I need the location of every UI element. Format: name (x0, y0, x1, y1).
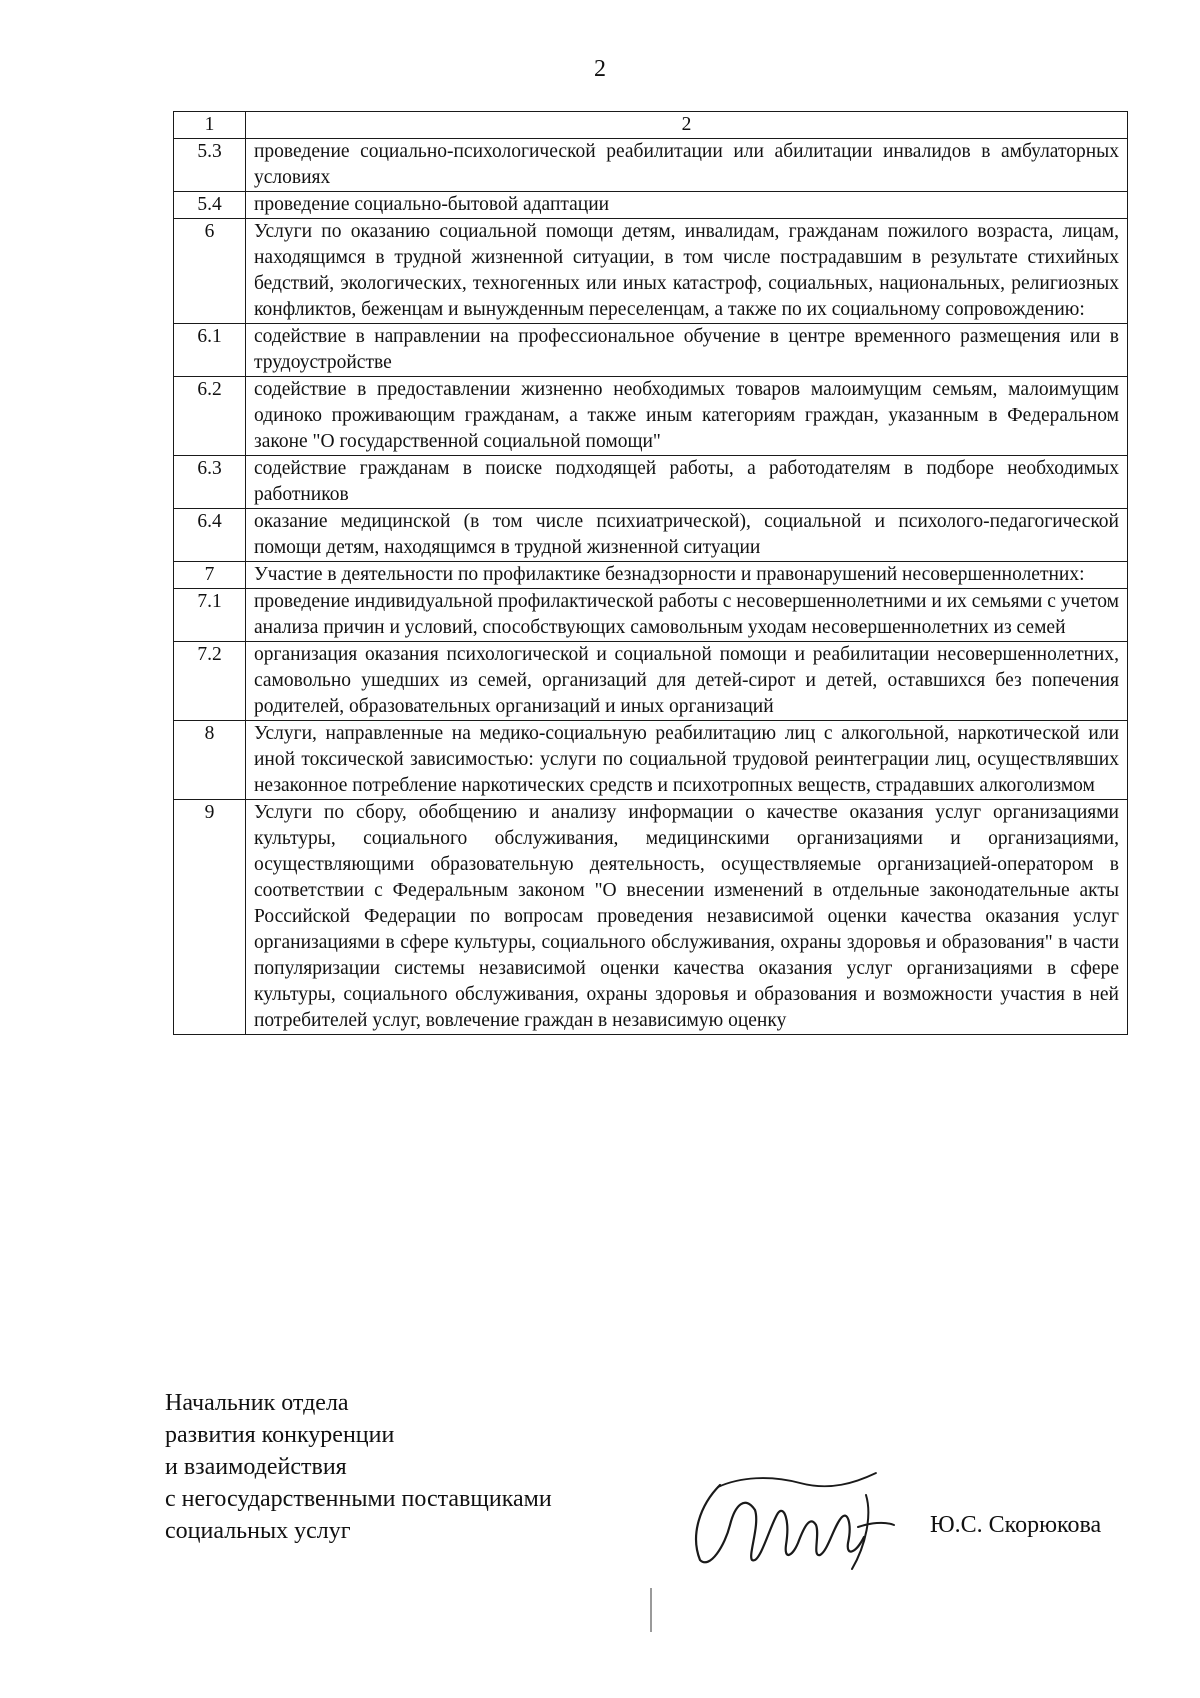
row-number: 7.2 (174, 642, 246, 721)
position-line: с негосударственными поставщиками (165, 1486, 552, 1512)
table-row (174, 192, 1128, 219)
row-number: 5.4 (174, 192, 246, 219)
row-number: 6.1 (174, 324, 246, 377)
table-row (174, 509, 1128, 562)
column-header-description: 2 (246, 112, 1128, 139)
row-number: 5.3 (174, 139, 246, 192)
row-number: 6 (174, 219, 246, 324)
table-header-row (174, 112, 1128, 139)
position-line: социальных услуг (165, 1518, 351, 1544)
position-line: Начальник отдела (165, 1390, 349, 1416)
table-row (174, 642, 1128, 721)
table-row (174, 324, 1128, 377)
services-table (173, 111, 1128, 1035)
row-number: 7.1 (174, 589, 246, 642)
row-description: Услуги по сбору, обобщению и анализу информации о качестве оказания услуг организациями культуры, социального обслуживания, медицинскими организациями и организациями, осуществляющими образовательную деятельность, осуществляемые организацией-оператором в соответствии с Федеральным законом "О внесении изменений в отдельные законодательные акты Российской Федерации по вопросам проведения независимой оценки качества оказания услуг организациями в сфере культуры, социального обслуживания, охраны здоровья и образования" в части популяризации системы независимой оценки качества оказания услуг организациями в сфере культуры, социального обслуживания, охраны здоровья и образования и возможности участия в ней потребителей услуг, вовлечение граждан в независимую оценку (246, 800, 1128, 1035)
row-description: содействие гражданам в поиске подходящей работы, а работодателям в подборе необходимых работников (246, 456, 1128, 509)
row-description: Услуги по оказанию социальной помощи детям, инвалидам, гражданам пожилого возраста, лицам, находящимся в трудной жизненной ситуации, в том числе пострадавшим в результате стихийных бедствий, экологических, техногенных или иных катастроф, социальных, национальных, религиозных конфликтов, беженцам и вынужденным переселенцам, а также по их социальному сопровождению: (246, 219, 1128, 324)
row-number: 9 (174, 800, 246, 1035)
table-row (174, 721, 1128, 800)
row-description: содействие в направлении на профессиональное обучение в центре временного размещения или в трудоустройстве (246, 324, 1128, 377)
table-row (174, 589, 1128, 642)
row-number: 7 (174, 562, 246, 589)
signatory-position (165, 1387, 685, 1547)
row-description: Участие в деятельности по профилактике безнадзорности и правонарушений несовершеннолетних: (246, 562, 1128, 589)
table-row (174, 800, 1128, 1035)
handwritten-signature (680, 1465, 900, 1575)
row-description: организация оказания психологической и социальной помощи и реабилитации несовершеннолетних, самовольно ушедших из семей, организаций для детей-сирот и детей, оставшихся без попечения родителей, образовательных организаций и иных организаций (246, 642, 1128, 721)
position-line: развития конкуренции (165, 1422, 395, 1448)
row-number: 6.4 (174, 509, 246, 562)
row-description: Услуги, направленные на медико-социальную реабилитацию лиц с алкогольной, наркотической или иной токсической зависимостью: услуги по социальной трудовой реинтеграции лиц, осуществлявших незаконное потребление наркотических средств и психотропных веществ, страдавших алкоголизмом (246, 721, 1128, 800)
row-description: проведение социально-психологической реабилитации или абилитации инвалидов в амбулаторных условиях (246, 139, 1128, 192)
position-line: и взаимодействия (165, 1454, 347, 1480)
row-description: проведение социально-бытовой адаптации (246, 192, 1128, 219)
row-number: 6.3 (174, 456, 246, 509)
column-header-number: 1 (174, 112, 246, 139)
table-row (174, 219, 1128, 324)
table-row (174, 377, 1128, 456)
row-number: 6.2 (174, 377, 246, 456)
row-description: содействие в предоставлении жизненно необходимых товаров малоимущим семьям, малоимущим одиноко проживающим гражданам, а также иным категориям граждан, указанным в Федеральном законе "О государственной социальной помощи" (246, 377, 1128, 456)
row-number: 8 (174, 721, 246, 800)
row-description: проведение индивидуальной профилактической работы с несовершеннолетними и их семьями с учетом анализа причин и условий, способствующих самовольным уходам несовершеннолетних из семей (246, 589, 1128, 642)
page-number: 2 (594, 56, 606, 82)
row-description: оказание медицинской (в том числе психиатрической), социальной и психолого-педагогической помощи детям, находящимся в трудной жизненной ситуации (246, 509, 1128, 562)
scan-artifact (650, 1588, 652, 1632)
table-row (174, 562, 1128, 589)
table-row (174, 139, 1128, 192)
signer-name: Ю.С. Скорюкова (930, 1512, 1102, 1538)
table-row (174, 456, 1128, 509)
